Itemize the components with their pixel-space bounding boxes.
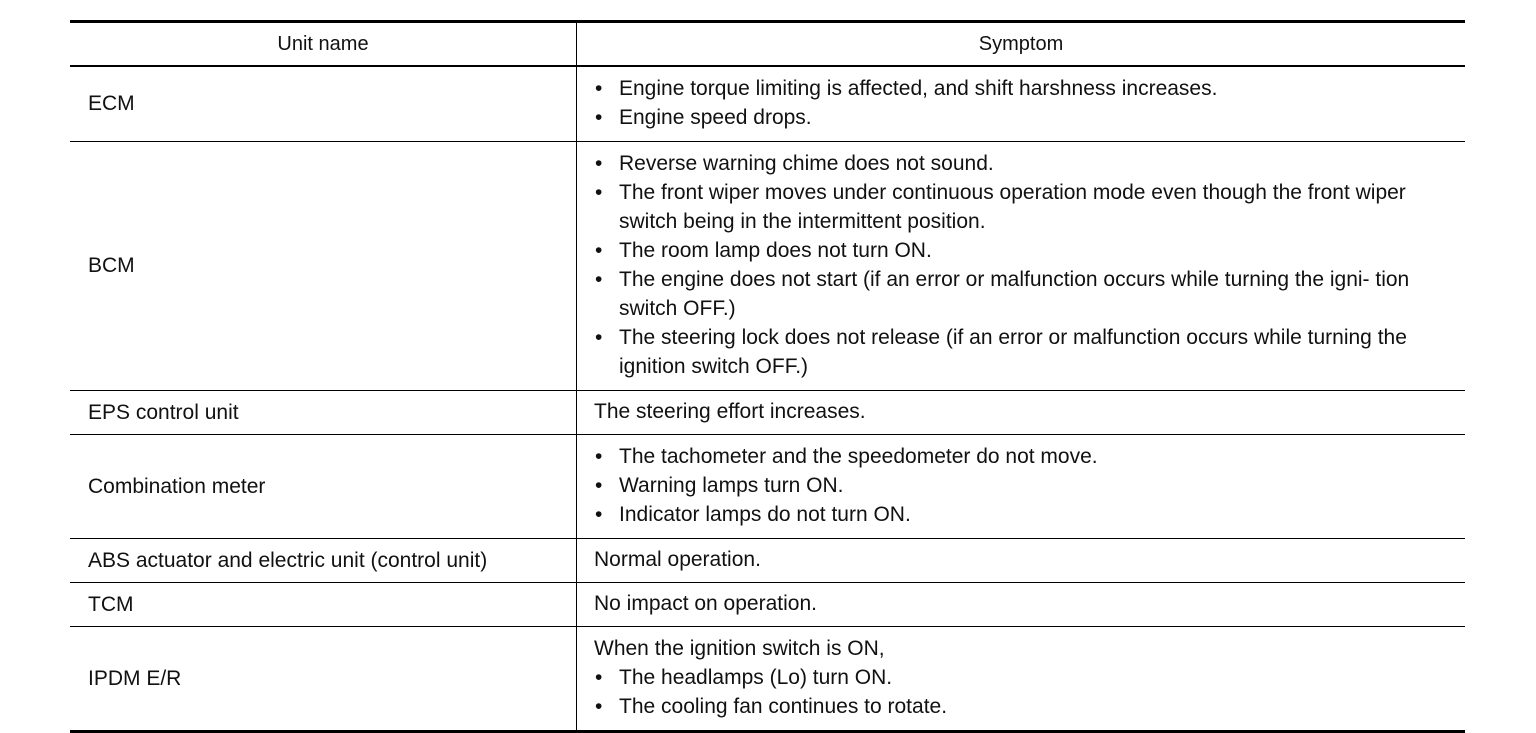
bullet: • <box>595 666 603 689</box>
unit-name-cell: BCM <box>70 142 577 390</box>
bullet: • <box>595 445 603 468</box>
symptom-item: • The engine does not start (if an error or malfunction occurs while turning the igni- tion switch OFF.) <box>594 265 1453 323</box>
bullet: • <box>595 268 603 291</box>
bullet: • <box>595 326 603 349</box>
symptom-lead: When the ignition switch is ON, <box>594 637 885 660</box>
symptom-item: • Engine speed drops. <box>594 103 1453 132</box>
bullet: • <box>595 181 603 204</box>
bullet: • <box>595 503 603 526</box>
symptom-item: • The headlamps (Lo) turn ON. <box>594 663 1453 692</box>
table-row <box>70 538 1465 582</box>
table-header <box>70 23 1465 67</box>
unit-name-cell: TCM <box>70 583 577 626</box>
bullet: • <box>595 152 603 175</box>
table-row <box>70 141 1465 390</box>
symptom-cell: Normal operation. <box>594 548 761 571</box>
symptom-cell: No impact on operation. <box>594 592 817 615</box>
unit-name-cell: IPDM E/R <box>70 627 577 730</box>
symptom-cell <box>577 67 1465 141</box>
symptom-item: • Engine torque limiting is affected, and shift harshness increases. <box>594 74 1453 103</box>
table-row <box>70 67 1465 141</box>
symptom-cell <box>577 435 1465 538</box>
unit-name-cell: Combination meter <box>70 435 577 538</box>
unit-name-cell: ABS actuator and electric unit (control unit) <box>70 539 577 582</box>
table-row <box>70 390 1465 434</box>
bullet: • <box>595 106 603 129</box>
header-unit-name: Unit name <box>70 23 577 65</box>
bullet: • <box>595 695 603 718</box>
symptom-item: • The cooling fan continues to rotate. <box>594 692 1453 721</box>
symptom-item: • The steering lock does not release (if an error or malfunction occurs while turning the ignition switch OFF.) <box>594 323 1453 381</box>
bullet: • <box>595 77 603 100</box>
table-row <box>70 626 1465 730</box>
symptom-item: • Indicator lamps do not turn ON. <box>594 500 1453 529</box>
table-row <box>70 434 1465 538</box>
symptom-item: • Reverse warning chime does not sound. <box>594 149 1453 178</box>
symptom-item: • The front wiper moves under continuous operation mode even though the front wiper switch being in the intermittent position. <box>594 178 1453 236</box>
header-symptom: Symptom <box>978 32 1064 55</box>
symptom-cell: The steering effort increases. <box>594 400 866 423</box>
symptom-cell <box>577 627 1465 730</box>
symptom-item: • The tachometer and the speedometer do not move. <box>594 442 1453 471</box>
unit-name-cell: ECM <box>70 67 577 141</box>
unit-name-cell: EPS control unit <box>70 391 577 434</box>
bullet: • <box>595 239 603 262</box>
table-row <box>70 582 1465 626</box>
symptom-table <box>70 20 1465 733</box>
symptom-item: • Warning lamps turn ON. <box>594 471 1453 500</box>
symptom-item: • The room lamp does not turn ON. <box>594 236 1453 265</box>
bullet: • <box>595 474 603 497</box>
symptom-cell <box>577 142 1465 390</box>
